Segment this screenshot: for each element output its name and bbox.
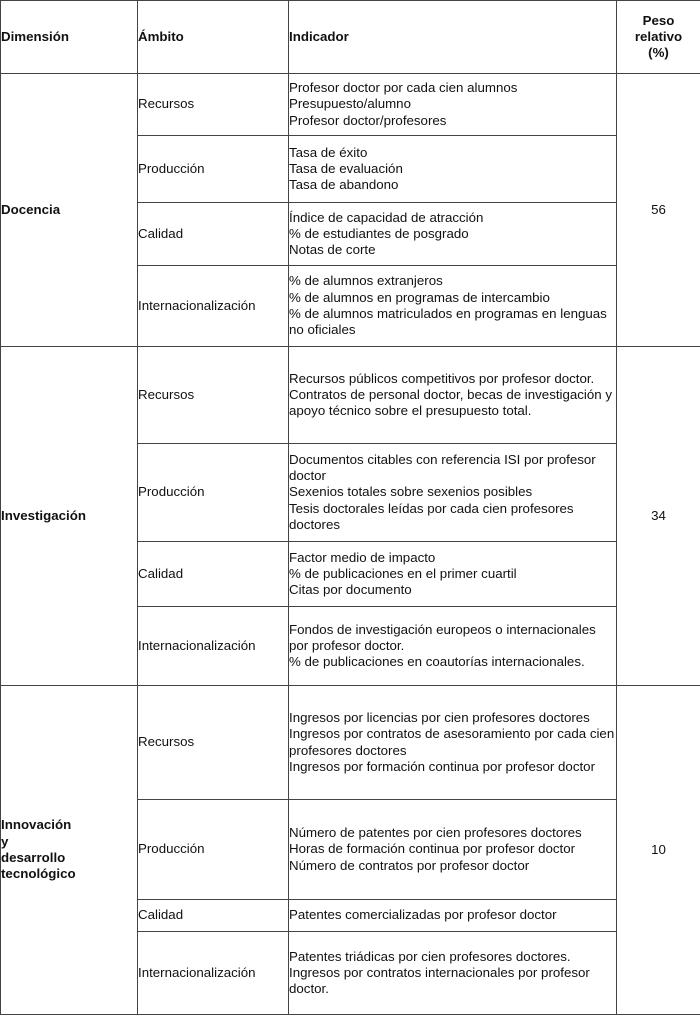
indicator-item: Factor medio de impacto	[289, 549, 436, 565]
dimension-cell	[1, 347, 138, 686]
indicator-item: Ingresos por licencias por cien profesores doctores	[289, 709, 590, 725]
indicator-cell	[289, 900, 617, 932]
indicator-cell	[289, 347, 617, 444]
indicator-item: Patentes triádicas por cien profesores doctores.	[289, 948, 571, 964]
indicator-item: Recursos públicos competitivos por profesor doctor.	[289, 370, 595, 386]
ambito-cell: Calidad	[138, 900, 289, 932]
header-ambito: Ámbito	[138, 1, 289, 74]
ambito-cell: Internacionalización	[138, 266, 289, 347]
peso-cell: 10	[617, 686, 700, 1015]
indicator-cell	[289, 203, 617, 266]
ambito-cell: Internacionalización	[138, 607, 289, 686]
dimension-label: Docencia	[1, 201, 61, 217]
dimension-label: tecnológico	[1, 866, 76, 882]
indicator-item: Contratos de personal doctor, becas de investigación y apoyo técnico sobre el presupuesto total.	[289, 386, 613, 419]
indicator-item: Tasa de abandono	[289, 177, 399, 193]
indicator-item: Sexenios totales sobre sexenios posibles	[289, 484, 533, 500]
indicator-cell	[289, 800, 617, 900]
ambito-cell: Calidad	[138, 203, 289, 266]
indicator-cell	[289, 542, 617, 607]
indicator-item: Documentos citables con referencia ISI por profesor doctor	[289, 451, 596, 484]
indicator-item: Horas de formación continua por profesor doctor	[289, 841, 576, 857]
indicator-cell	[289, 74, 617, 136]
indicator-item: Número de patentes por cien profesores doctores	[289, 825, 582, 841]
ambito-cell: Recursos	[138, 686, 289, 800]
dimension-cell	[1, 686, 138, 1015]
indicator-item: Tesis doctorales leídas por cada cien profesores doctores	[289, 500, 574, 532]
ambito-cell: Recursos	[138, 347, 289, 444]
indicator-item: Profesor doctor/profesores	[289, 112, 447, 128]
indicator-item: Presupuesto/alumno	[289, 96, 411, 112]
indicator-cell	[289, 686, 617, 800]
header-row	[1, 1, 700, 74]
indicator-cell	[289, 607, 617, 686]
header-peso	[617, 1, 700, 74]
indicator-item: Fondos de investigación europeos o internacionales por profesor doctor.	[289, 621, 596, 653]
indicator-item: % de publicaciones en coautorías internacionales.	[289, 654, 585, 670]
indicator-cell	[289, 444, 617, 542]
indicator-item: Ingresos por formación continua por profesor doctor	[289, 758, 595, 774]
ambito-cell: Internacionalización	[138, 932, 289, 1015]
table-row	[1, 686, 700, 800]
ambito-cell: Producción	[138, 136, 289, 203]
indicator-item: Tasa de evaluación	[289, 160, 403, 176]
header-peso-line: (%)	[648, 45, 669, 61]
indicator-cell	[289, 136, 617, 203]
ambito-cell: Producción	[138, 800, 289, 900]
indicator-item: % de alumnos matriculados en programas en lenguas no oficiales	[289, 306, 607, 338]
indicator-cell	[289, 266, 617, 347]
indicator-item: % de estudiantes de posgrado	[289, 225, 469, 241]
indicator-item: Índice de capacidad de atracción	[289, 209, 484, 225]
indicator-item: Patentes comercializadas por profesor doctor	[289, 907, 557, 923]
ambito-cell: Calidad	[138, 542, 289, 607]
table-row	[1, 347, 700, 444]
indicator-item: Citas por documento	[289, 582, 412, 598]
indicator-item: Notas de corte	[289, 242, 376, 258]
indicator-item: % de alumnos extranjeros	[289, 273, 443, 289]
dimension-label: y	[1, 833, 9, 849]
header-peso-line: Peso	[642, 12, 675, 28]
dimension-cell	[1, 74, 138, 347]
indicator-item: % de publicaciones en el primer cuartil	[289, 565, 517, 581]
header-peso-line: relativo	[634, 28, 683, 44]
indicator-cell	[289, 932, 617, 1015]
ambito-cell: Recursos	[138, 74, 289, 136]
indicator-item: Profesor doctor por cada cien alumnos	[289, 80, 518, 96]
indicator-item: Ingresos por contratos internacionales por profesor doctor.	[289, 964, 590, 997]
indicator-item: Tasa de éxito	[289, 144, 368, 160]
table-row	[1, 74, 700, 136]
indicator-item: Ingresos por contratos de asesoramiento por cada cien profesores doctores	[289, 726, 615, 758]
indicator-item: % de alumnos en programas de intercambio	[289, 289, 550, 305]
table-body	[1, 74, 700, 1015]
dimension-label: desarrollo	[1, 850, 66, 865]
peso-cell: 56	[617, 74, 700, 347]
dimension-label: Investigación	[1, 507, 86, 523]
header-indicador: Indicador	[289, 1, 617, 74]
peso-cell: 34	[617, 347, 700, 686]
indicator-item: Número de contratos por profesor doctor	[289, 857, 530, 873]
header-dimension: Dimensión	[1, 1, 138, 74]
ambito-cell: Producción	[138, 444, 289, 542]
dimension-label: Innovación	[1, 817, 72, 833]
